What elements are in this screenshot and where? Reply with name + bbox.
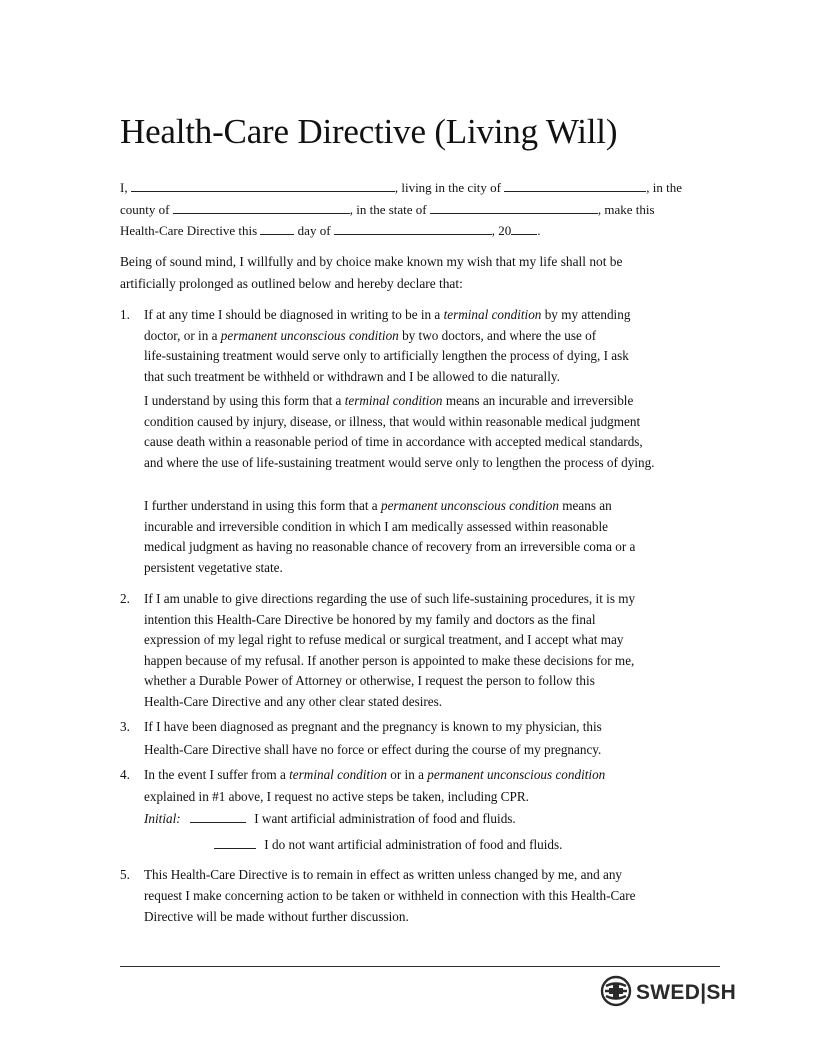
item-line: life-sustaining treatment would serve only to artificially lengthen the process of dying, I ask <box>144 348 629 363</box>
intro-line: Being of sound mind, I willfully and by choice make known my wish that my life shall not be <box>120 254 623 269</box>
item-line: happen because of my refusal. If another person is appointed to make these decisions for me, <box>144 652 635 668</box>
intro-line: artificially prolonged as outlined below and hereby declare that: <box>120 275 463 291</box>
logo-text: SWED|SH <box>636 981 737 1004</box>
day-blank[interactable] <box>260 222 294 235</box>
state-blank[interactable] <box>430 201 598 214</box>
item-line: If I am unable to give directions regarding the use of such life-sustaining procedures, it is my <box>144 591 636 606</box>
item-number: 5. <box>120 867 130 882</box>
item-number: 3. <box>120 719 130 734</box>
fill-text: I, <box>120 180 131 195</box>
item-number: 2. <box>120 591 130 606</box>
initial-option-1 <box>144 808 720 830</box>
fill-line-1 <box>120 177 720 199</box>
name-blank[interactable] <box>131 179 395 192</box>
fill-text: . <box>537 223 541 238</box>
fill-line-2 <box>120 199 720 221</box>
option-text: I do not want artificial administration of food and fluids. <box>264 837 563 852</box>
item-line: This Health-Care Directive is to remain in effect as written unless changed by me, and any <box>144 867 623 882</box>
term-emphasis: permanent unconscious condition <box>427 767 606 782</box>
directive-item-1 <box>120 305 720 578</box>
initial-option-2 <box>144 834 720 856</box>
directive-item-5 <box>120 864 720 927</box>
option-text: I want artificial administration of food and fluids. <box>254 811 516 826</box>
term-emphasis: terminal condition <box>344 393 443 408</box>
item-line: If I have been diagnosed as pregnant and the pregnancy is known to my physician, this <box>144 719 602 734</box>
fill-text: , living in the city of <box>394 180 505 195</box>
item-line: intention this Health-Care Directive be honored by my family and doctors as the final <box>144 611 596 627</box>
term-emphasis: terminal condition <box>443 307 542 322</box>
footer-rule <box>120 966 720 967</box>
item-line: request I make concerning action to be taken or withheld in connection with this Health-Care <box>144 888 636 903</box>
item-number: 1. <box>120 307 130 322</box>
swedish-emblem-icon <box>600 975 632 1012</box>
intro-paragraph <box>120 251 710 294</box>
declarant-fill-in <box>120 177 720 242</box>
term-emphasis: permanent unconscious condition <box>380 498 559 513</box>
item-line: In the event I suffer from a terminal condition or in a permanent unconscious condition <box>144 767 606 782</box>
fill-text: county of <box>120 201 173 217</box>
fill-text: day of <box>294 223 334 238</box>
fill-line-3 <box>120 220 720 242</box>
item-line: doctor, or in a permanent unconscious condition by two doctors, and where the use of <box>144 327 597 343</box>
initial-label: Initial: <box>144 811 181 826</box>
item-line: explained in #1 above, I request no active steps be taken, including CPR. <box>144 789 529 804</box>
fill-text: , in the <box>646 180 682 195</box>
term-emphasis: permanent unconscious condition <box>220 327 399 343</box>
directive-item-3 <box>120 715 720 761</box>
page-title: Health-Care Directive (Living Will) <box>120 112 618 151</box>
fill-text: , make this <box>597 201 655 217</box>
term-emphasis: terminal condition <box>289 767 387 782</box>
item-line: Health-Care Directive and any other clear stated desires. <box>144 693 443 709</box>
fill-text: , in the state of <box>349 201 430 217</box>
item-line: Health-Care Directive shall have no force or effect during the course of my pregnancy. <box>144 742 602 757</box>
terminal-condition-definition: I understand by using this form that a terminal condition means an incurable and irreversible condition caused by injury, disease, or illness, that would within reasonable medical judgment cause death within a reasonable period of time in accordance with accepted medical standards, and where the use of life-sustaining treatment would serve only to lengthen the process of dying. <box>144 393 655 470</box>
month-blank[interactable] <box>334 222 492 235</box>
county-blank[interactable] <box>173 201 350 214</box>
unconscious-condition-definition: I further understand in using this form that a permanent unconscious condition means an incurable and irreversible condition in which I am medically assessed within reasonable medical judgment as having no reasonable chance of recovery from an irreversible coma or a persistent vegetative state. <box>144 498 636 575</box>
item-line: whether a Durable Power of Attorney or otherwise, I request the person to follow this <box>144 673 595 688</box>
item-line: Directive will be made without further discussion. <box>144 909 409 924</box>
swedish-logo <box>600 977 736 1009</box>
initial-blank-1[interactable] <box>190 810 246 823</box>
item-line: expression of my legal right to refuse medical or surgical treatment, and I accept what may <box>144 632 624 647</box>
item-number: 4. <box>120 767 130 782</box>
directive-item-4 <box>120 764 720 856</box>
city-blank[interactable] <box>504 179 646 192</box>
directive-item-2 <box>120 589 720 712</box>
initial-blank-2[interactable] <box>214 836 256 849</box>
fill-text: , 20 <box>491 223 512 238</box>
item-line: that such treatment be withheld or withdrawn and I be allowed to die naturally. <box>144 368 560 384</box>
year-blank[interactable] <box>511 222 537 235</box>
fill-text: Health-Care Directive this <box>120 223 261 238</box>
item-line: If at any time I should be diagnosed in writing to be in a terminal condition by my attending <box>144 307 631 322</box>
